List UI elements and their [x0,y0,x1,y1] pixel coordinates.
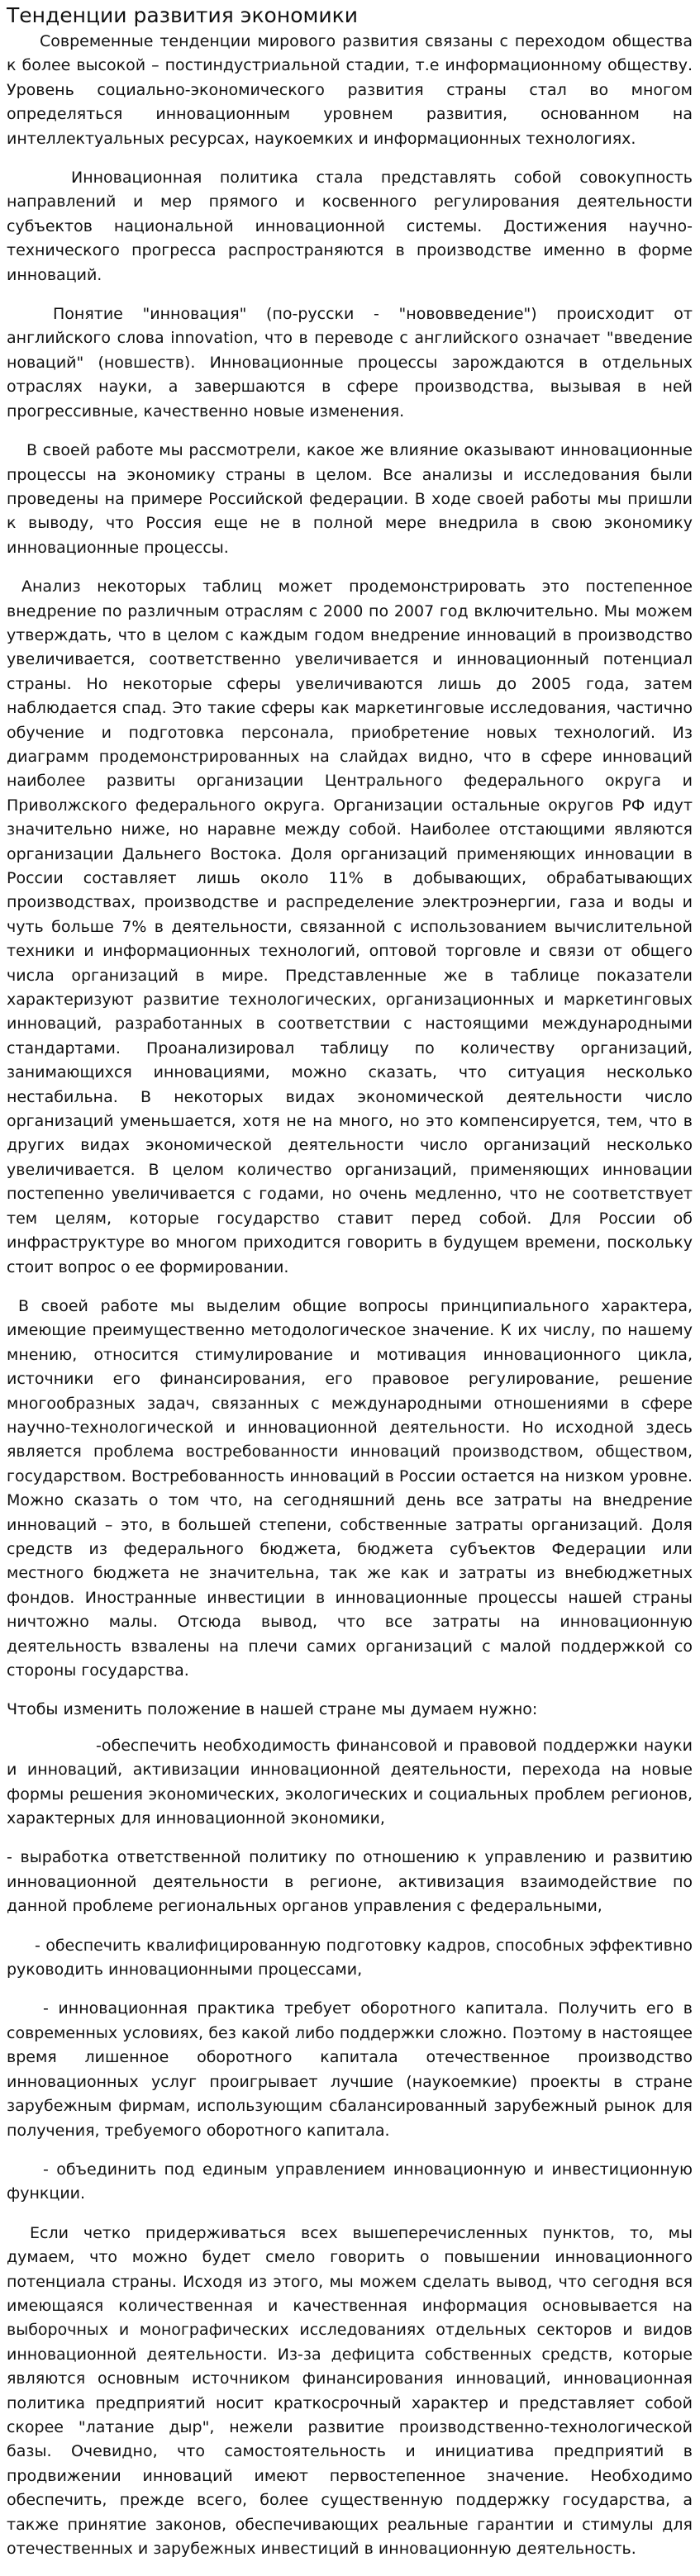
list-item-unified-management: - объединить под единым управлением инновационную и инвестиционную функции. [7,2160,693,2203]
list-item-personnel-training: - обеспечить квалифицированную подготовку кадров, способных эффективно руководить инновационными процессами, [7,1936,693,1980]
page-title: Тенденции развития экономики [7,3,358,27]
paragraph-innovation-policy: Инновационная политика стала представлять собой совокупность направлений и мер прямого и косвенного регулирования деятельности субъектов национальной инновационной системы. Достижения научно-технического прогресса распространяются в производстве именно в форме инноваций. [7,169,693,284]
paragraph-proposals-intro: Чтобы изменить положение в нашей стране мы думаем нужно: [7,1700,538,1719]
list-item-financial-support: -обеспечить необходимость финансовой и правовой поддержки науки и инноваций, активизации инновационной деятельности, перехода на новые формы решения экономических, экологических и социальных проблем регионов, характерных для инновационной экономики, [7,1736,693,1828]
paragraph-intro: Современные тенденции мирового развития связаны с переходом общества к более высокой – постиндустриальной стадии, т.е информационному обществу. Уровень социально-экономического развития страны стал во многом определяться инновационным уровнем развития, основанном на интеллектуальных ресурсах, наукоемких и информационных технологиях. [7,32,693,148]
paragraph-innovation-definition: Понятие "инновация" (по-русски - "нововведение") происходит от английского слова innovation, что в переводе с английского означает "введение новаций" (новшеств). Инновационные процессы зарождаются в отдельных отраслях науки, а завершаются в сфере производства, вызывая в ней прогрессивные, качественно новые изменения. [7,305,693,421]
document [7,0,693,2576]
list-item-responsible-policy: - выработка ответственной политику по отношению к управлению и развитию инновационной деятельности в регионе, активизация взаимодействие по данной проблеме региональных органов управления с федеральными, [7,1848,693,1916]
paragraph-research-summary: В своей работе мы рассмотрели, какое же влияние оказывают инновационные процессы на экономику страны в целом. Все анализы и исследования были проведены на примере Российской федерации. В ходе своей работы мы пришли к выводу, что Россия еще не в полной мере внедрила в свою экономику инновационные процессы. [7,441,693,557]
paragraph-conclusion: Если четко придерживаться всех вышеперечисленных пунктов, то, мы думаем, что можно будет смело говорить о повышении инновационного потенциала страны. Исходя из этого, мы можем сделать вывод, что сегодня вся имеющаяся количественная и качественная информация основывается на выборочных и монографических исследованиях отдельных секторов и видов инновационной деятельности. Из-за дефицита собственных средств, которые являются основным источником финансирования инноваций, инновационная политика предприятий носит краткосрочный характер и представляет собой скорее "латание дыр", нежели развитие производственно-технологической базы. Очевидно, что самостоятельность и инициатива предприятий в продвижении инноваций имеют первостепенное значение. Необходимо обеспечить, прежде всего, более существенную поддержку государства, а также принятие законов, обеспечивающих реальные гарантии и стимулы для отечественных и зарубежных инвестиций в инновационную деятельность. [7,2223,693,2558]
paragraph-general-issues: В своей работе мы выделим общие вопросы принципиального характера, имеющие преимущественно методологическое значение. К их числу, по нашему мнению, относится стимулирование и мотивация инновационного цикла, источники его финансирования, его правовое регулирование, решение многообразных задач, связанных с международными отношениями в сфере научно-технологической и инновационной деятельности. Но исходной здесь является проблема востребованности инноваций производством, обществом, государством. Востребованность инноваций в России остается на низком уровне. Можно сказать о том что, на сегодняшний день все затраты на внедрение инноваций – это, в большей степени, собственные затраты организаций. Доля средств из федерального бюджета, бюджета субъектов Федерации или местного бюджета не значительна, так же как и затраты из внебюджетных фондов. Иностранные инвестиции в инновационные процессы нашей страны ничтожно малы. Отсюда вывод, что все затраты на инновационную деятельность взвалены на плечи самих организаций с малой поддержкой со стороны государства. [7,1296,693,1680]
paragraph-table-analysis: Анализ некоторых таблиц может продемонстрировать это постепенное внедрение по различным отраслям с 2000 по 2007 год включительно. Мы можем утверждать, что в целом с каждым годом внедрение инноваций в производство увеличивается, соответственно увеличивается и инновационный потенциал страны. Но некоторые сферы увеличиваются лишь до 2005 года, затем наблюдается спад. Это такие сферы как маркетинговые исследования, частично обучение и подготовка персонала, приобретение новых технологий. Из диаграмм продемонстрированных на слайдах видно, что в сфере инноваций наиболее развиты организации Центрального федерального округа и Приволжского федерального округа. Организации остальные округов РФ идут значительно ниже, но наравне между собой. Наиболее отстающими являются организации Дальнего Востока. Доля организаций применяющих инновации в России составляет лишь около 11% в добывающих, обрабатывающих производствах, производстве и распределение электроэнергии, газа и воды и чуть больше 7% в деятельности, связанной с использованием вычислительной техники и информационных технологий, оптовой торговле и связи от общего числа организаций в мире. Представленные же в таблице показатели характеризуют развитие технологических, организационных и маркетинговых инноваций, разработанных в соответствии с настоящими международными стандартами. Проанализировал таблицу по количеству организаций, занимающихся инновациями, можно сказать, что ситуация несколько нестабильна. В некоторых видах экономической деятельности число организаций уменьшается, хотя не на много, но это компенсируется, тем, что в других видах экономической деятельности число организаций несколько увеличивается. В целом количество организаций, применяющих инновации постепенно увеличивается с годами, но очень медленно, что не соответствует тем целям, которые государство ставит перед собой. Для России об инфраструктуре во многом приходится говорить в будущем времени, поскольку стоит вопрос о ее формировании. [7,577,693,1276]
list-item-working-capital: - инновационная практика требует оборотного капитала. Получить его в современных условиях, без какой либо поддержки сложно. Поэтому в настоящее время лишенное оборотного капитала отечественное производство инновационных услуг проигрывает лучшие (наукоемкие) проекты в стране зарубежным фирмам, использующим сбалансированный зарубежный рынок для получения, требуемого оборотного капитала. [7,1999,693,2140]
